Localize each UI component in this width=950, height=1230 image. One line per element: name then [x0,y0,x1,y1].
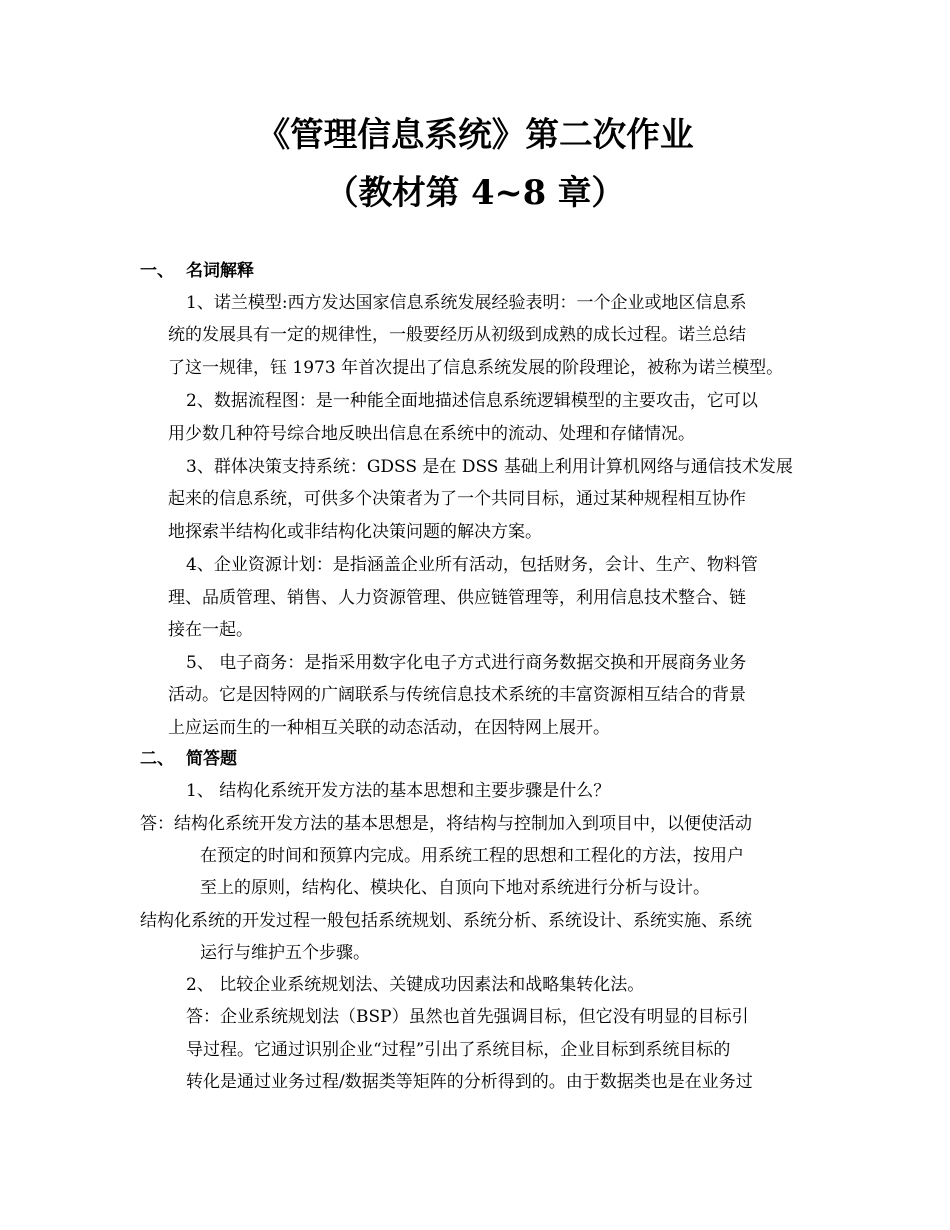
answer-line: 结构化系统的开发过程一般包括系统规划、系统分析、系统设计、系统实施、系统 [140,911,752,931]
text-line: 4、企业资源计划：是指涵盖企业所有活动，包括财务，会计、生产、物料管 [186,555,758,575]
text-line: 1、诺兰模型:西方发达国家信息系统发展经验表明：一个企业或地区信息系 [186,293,747,313]
text-line: 统的发展具有一定的规律性，一般要经历从初级到成熟的成长过程。诺兰总结 [168,325,746,345]
answer-line: 在预定的时间和预算内完成。用系统工程的思想和工程化的方法，按用户 [200,846,744,866]
answer-line: 运行与维护五个步骤。 [200,943,370,963]
text-line: 3、群体决策支持系统：GDSS 是在 DSS 基础上利用计算机网络与通信技术发展 [186,457,793,477]
text-line: 接在一起。 [168,620,253,640]
text-line: 了这一规律，钰 1973 年首次提出了信息系统发展的阶段理论，被称为诺兰模型。 [168,358,784,378]
document-subtitle: （教材第 4~8 章） [324,172,626,212]
question-line: 2、 比较企业系统规划法、关键成功因素法和战略集转化法。 [186,975,645,995]
text-line: 起来的信息系统，可供多个决策者为了一个共同目标，通过某种规程相互协作 [168,489,746,509]
text-line: 理、品质管理、销售、人力资源管理、供应链管理等，利用信息技术整合、链 [168,588,746,608]
question-line: 1、 结构化系统开发方法的基本思想和主要步骤是什么？ [186,781,611,801]
text-line: 上应运而生的一种相互关联的动态活动，在因特网上展开。 [168,718,610,738]
section-number: 一、 [140,261,174,281]
section-number: 二、 [140,749,174,769]
answer-line: 转化是通过业务过程/数据类等矩阵的分析得到的。由于数据类也是在业务过 [186,1072,753,1092]
answer-line: 答：企业系统规划法（BSP）虽然也首先强调目标，但它没有明显的目标引 [186,1007,749,1027]
section-heading: 名词解释 [186,261,254,281]
answer-line: 答：结构化系统开发方法的基本思想是，将结构与控制加入到项目中，以便使活动 [140,814,752,834]
text-line: 用少数几种符号综合地反映出信息在系统中的流动、处理和存储情况。 [168,424,695,444]
text-line: 5、 电子商务：是指采用数字化电子方式进行商务数据交换和开展商务业务 [186,653,747,673]
section-heading: 简答题 [186,749,237,769]
answer-line: 导过程。它通过识别企业“过程”引出了系统目标，企业目标到系统目标的 [186,1040,731,1060]
text-line: 地探索半结构化或非结构化决策问题的解决方案。 [168,522,542,542]
text-line: 活动。它是因特网的广阔联系与传统信息技术系统的丰富资源相互结合的背景 [168,685,746,705]
answer-line: 至上的原则，结构化、模块化、自顶向下地对系统进行分析与设计。 [200,878,710,898]
document-title: 《管理信息系统》第二次作业 [256,114,694,154]
text-line: 2、数据流程图：是一种能全面地描述信息系统逻辑模型的主要攻击，它可以 [186,391,758,411]
